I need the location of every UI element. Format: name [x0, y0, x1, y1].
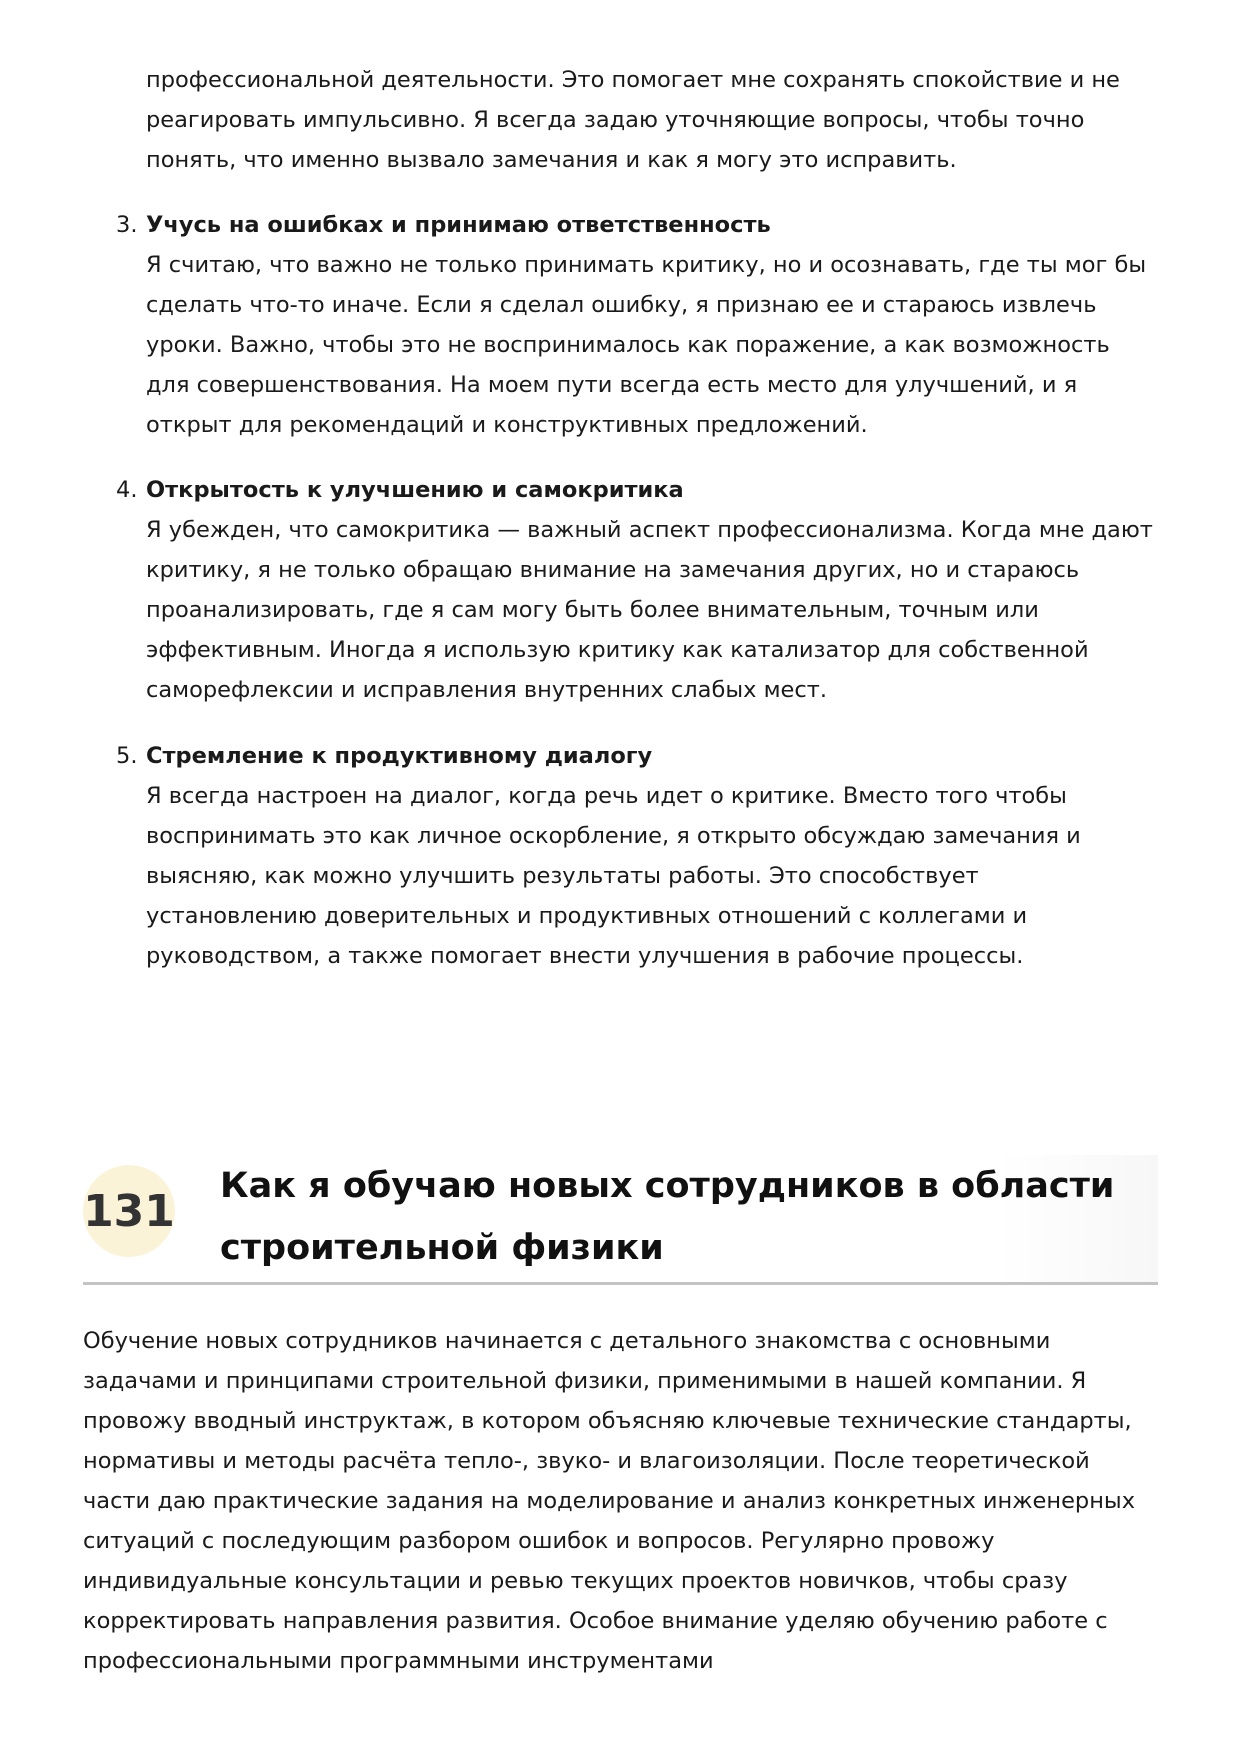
list-item-body: Я убежден, что самокритика — важный аспект профессионализма. Когда мне дают критику, я не только обращаю внимание на замечания других, но и стараюсь проанализировать, где я сам могу быть более внимательным, точным или эффективным. Иногда я использую критику как катализатор для собственной саморефлексии и исправления внутренних слабых мест. — [146, 517, 1153, 703]
section-number-badge: 131 — [83, 1165, 175, 1257]
list-item-body: Я считаю, что важно не только принимать критику, но и осознавать, где ты мог бы сделать что-то иначе. Если я сделал ошибку, я признаю ее и стараюсь извлечь уроки. Важно, чтобы это не воспринималось как поражение, а как возможность для совершенствования. На моем пути всегда есть место для улучшений, и я открыт для рекомендаций и конструктивных предложений. — [146, 252, 1147, 438]
list-item-title: Учусь на ошибках и принимаю ответственность — [146, 212, 771, 238]
section-body-paragraph: Обучение новых сотрудников начинается с детального знакомства с основными задачами и принципами строительной физики, применимыми в нашей компании. Я провожу вводный инструктаж, в котором объясняю ключевые технические стандарты, нормативы и методы расчёта тепло-, звуко- и влагоизоляции. После теоретической части даю практические задания на моделирование и анализ конкретных инженерных ситуаций с последующим разбором ошибок и вопросов. Регулярно провожу индивидуальные консультации и ревью текущих проектов новичков, чтобы сразу корректировать направления развития. Особое внимание уделяю обучению работе с профессиональными программными инструментами — [83, 1328, 1136, 1674]
continuation-paragraph: профессиональной деятельности. Это помогает мне сохранять спокойствие и не реагировать импульсивно. Я всегда задаю уточняющие вопросы, чтобы точно понять, что именно вызвало замечания и как я могу это исправить. — [146, 67, 1120, 173]
section-header — [83, 1155, 1158, 1285]
list-item-number: 5. — [116, 743, 138, 769]
list-item-title: Открытость к улучшению и самокритика — [146, 477, 684, 503]
list-item-number: 3. — [116, 212, 138, 238]
section-title: Как я обучаю новых сотрудников в области строительной физики — [220, 1166, 1115, 1268]
list-item — [116, 205, 1156, 445]
list-item — [116, 470, 1156, 710]
list-item-title: Стремление к продуктивному диалогу — [146, 743, 653, 769]
list-item-number: 4. — [116, 477, 138, 503]
list-item-body: Я всегда настроен на диалог, когда речь идет о критике. Вместо того чтобы воспринимать это как личное оскорбление, я открыто обсуждаю замечания и выясняю, как можно улучшить результаты работы. Это способствует установлению доверительных и продуктивных отношений с коллегами и руководством, а также помогает внести улучшения в рабочие процессы. — [146, 783, 1081, 969]
list-item — [116, 736, 1156, 976]
